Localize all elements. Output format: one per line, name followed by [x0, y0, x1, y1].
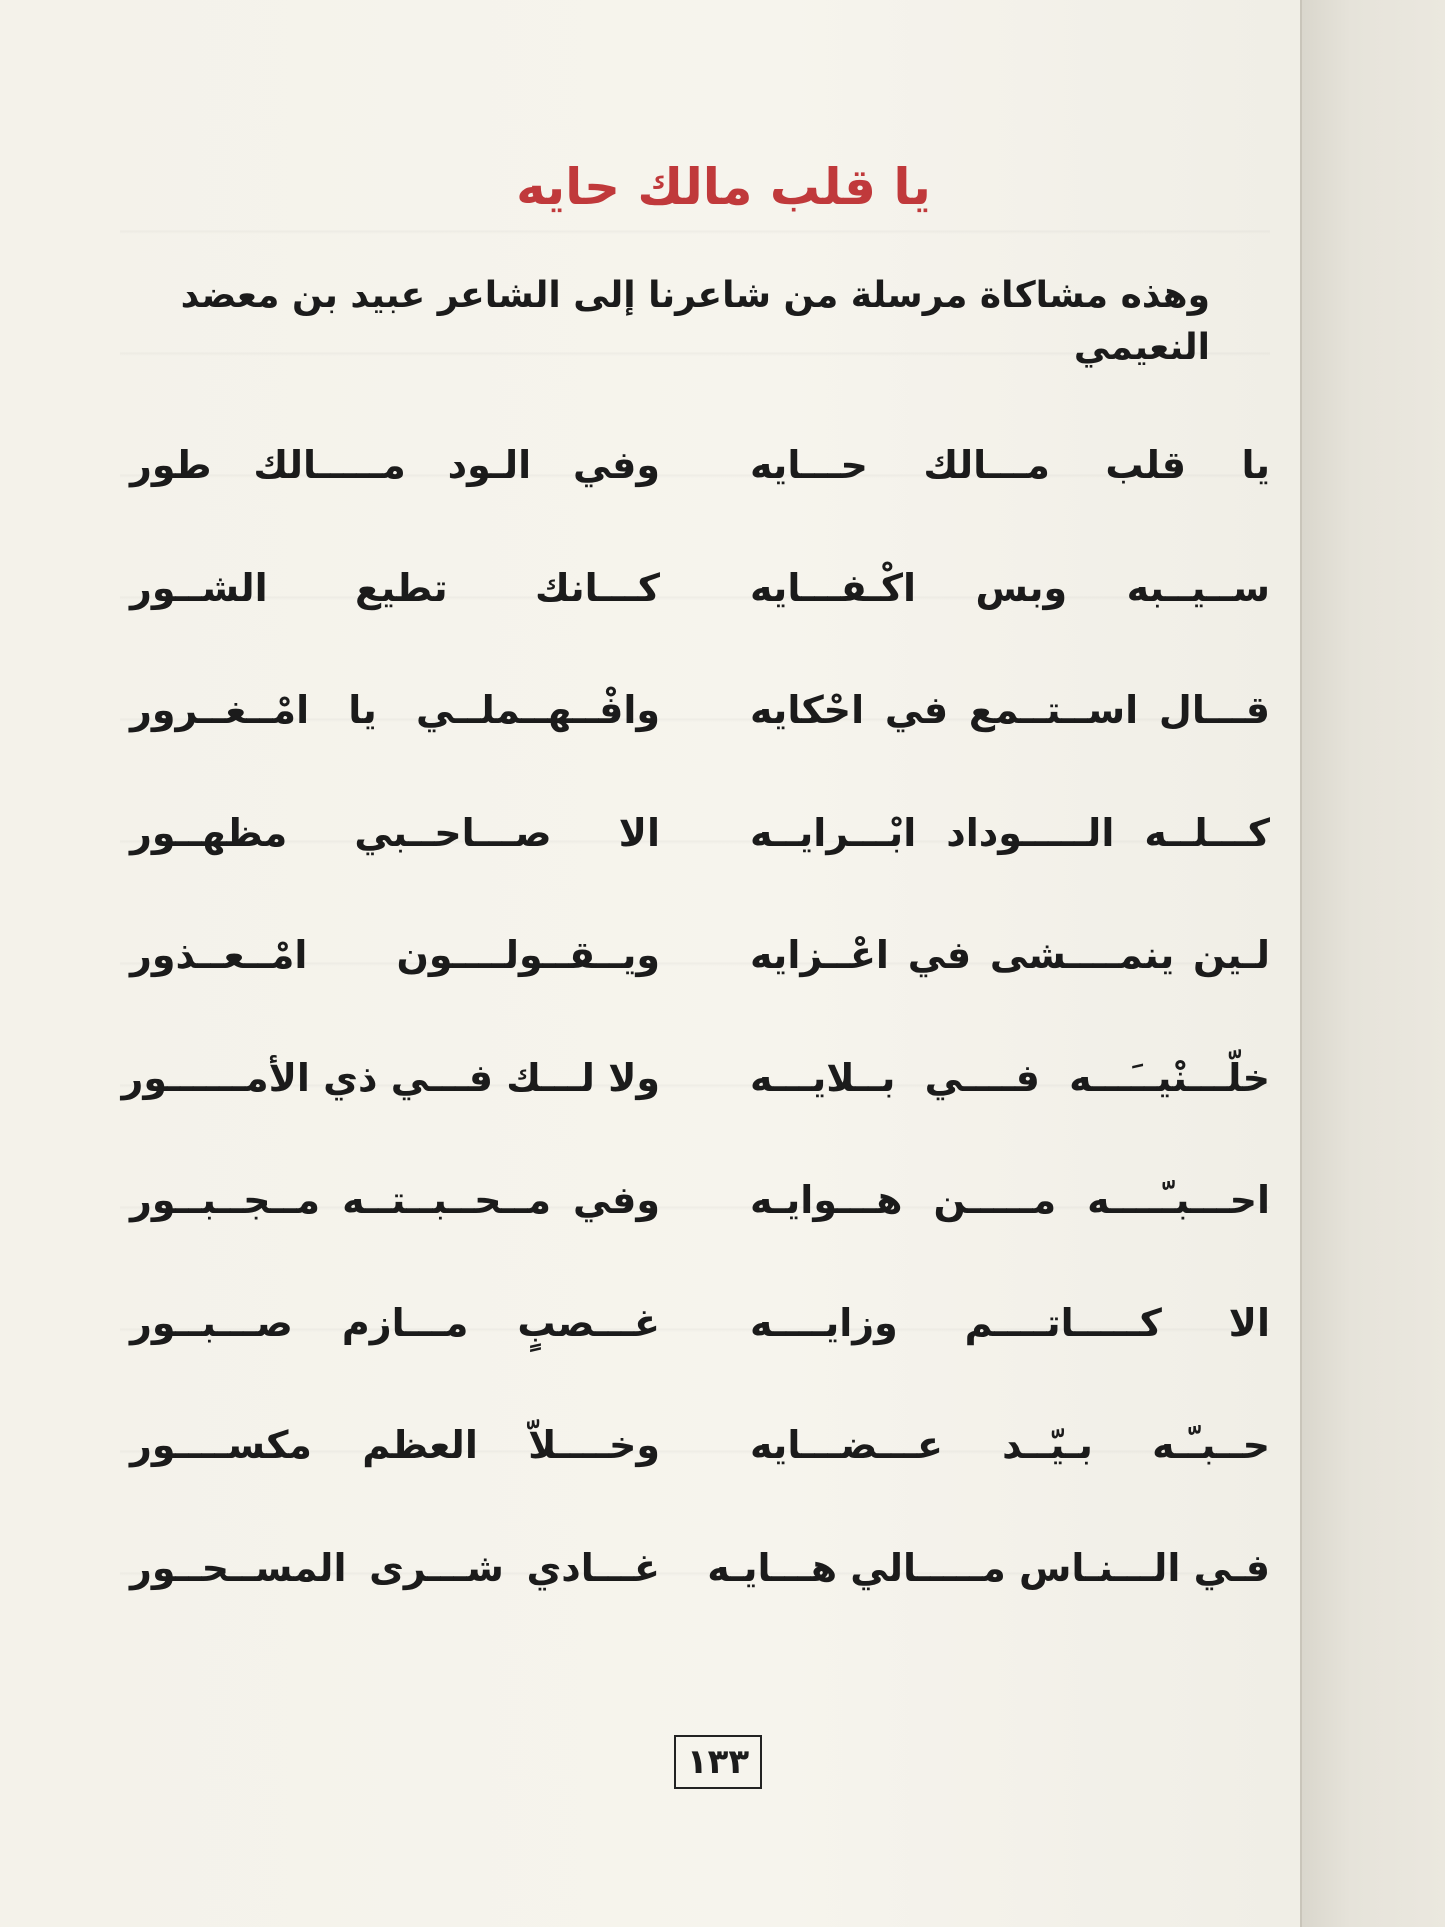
verse-first-hemistich: ســيــبه وبس اكْـفـــايه — [750, 565, 1270, 610]
poem-verses — [100, 440, 1270, 1665]
verse-first-hemistich: كـــلــه الـــــوداد ابْـــرايــه — [750, 810, 1270, 855]
verse-second-hemistich: كـــانك تطيع الشــور — [130, 565, 660, 610]
verse-second-hemistich: ويــقــولــــون امْــعــذور — [130, 933, 660, 977]
verse-row — [100, 1543, 1270, 1666]
verse-first-hemistich: قـــال اســتــمع في احْكايه — [750, 688, 1270, 732]
verse-first-hemistich: خلّـــنْيــَـــه فــــي بــلايـــه — [750, 1055, 1270, 1100]
verse-row — [100, 563, 1270, 686]
verse-first-hemistich: لـين ينمــــشى في اعْــزايه — [750, 933, 1270, 977]
verse-second-hemistich: الا صـــاحــبي مظهــور — [130, 810, 660, 855]
poem-introduction: وهذه مشاكاة مرسلة من شاعرنا إلى الشاعر عبيد بن معضد النعيمي — [180, 275, 1210, 368]
verse-first-hemistich: احـــبـّــــه مـــــن هـــوايـه — [750, 1178, 1270, 1222]
verse-second-hemistich: غـــادي شـــرى المســحــور — [130, 1545, 660, 1590]
verse-second-hemistich: وخــــلاّ العظم مكســــور — [130, 1423, 660, 1467]
verse-row — [100, 685, 1270, 808]
verse-row — [100, 1420, 1270, 1543]
page-number: ١٣٣ — [686, 1742, 750, 1782]
verse-row — [100, 1298, 1270, 1421]
poem-title: يا قلب مالك حايه — [516, 158, 931, 216]
page-number-box — [674, 1735, 762, 1789]
page-edge-line — [1300, 0, 1302, 1927]
verse-row — [100, 808, 1270, 931]
verse-first-hemistich: حــبـّـه بـيّــد عـــضـــايه — [750, 1423, 1270, 1467]
page-binding-edge — [1300, 0, 1445, 1927]
verse-first-hemistich: الا كـــــاتــــم وزايــــه — [750, 1300, 1270, 1345]
verse-row — [100, 930, 1270, 1053]
verse-first-hemistich: فـي الـــنـاس مـــــالي هـــايـه — [707, 1545, 1270, 1590]
verse-first-hemistich: يا قلب مـــالك حـــايه — [750, 443, 1270, 487]
verse-second-hemistich: وفي الـود مـــــالك طور — [130, 443, 660, 487]
verse-row — [100, 1175, 1270, 1298]
verse-row — [100, 1053, 1270, 1176]
verse-second-hemistich: غـــصبٍ مـــازم صـــبــور — [130, 1300, 660, 1345]
verse-row — [100, 440, 1270, 563]
verse-second-hemistich: ولا لـــك فـــي ذي الأمــــــور — [121, 1055, 660, 1100]
verse-second-hemistich: وافْــهــملــي يا امْــغــرور — [130, 688, 660, 732]
verse-second-hemistich: وفي مــحــبــتــه مــجــبــور — [130, 1178, 660, 1222]
